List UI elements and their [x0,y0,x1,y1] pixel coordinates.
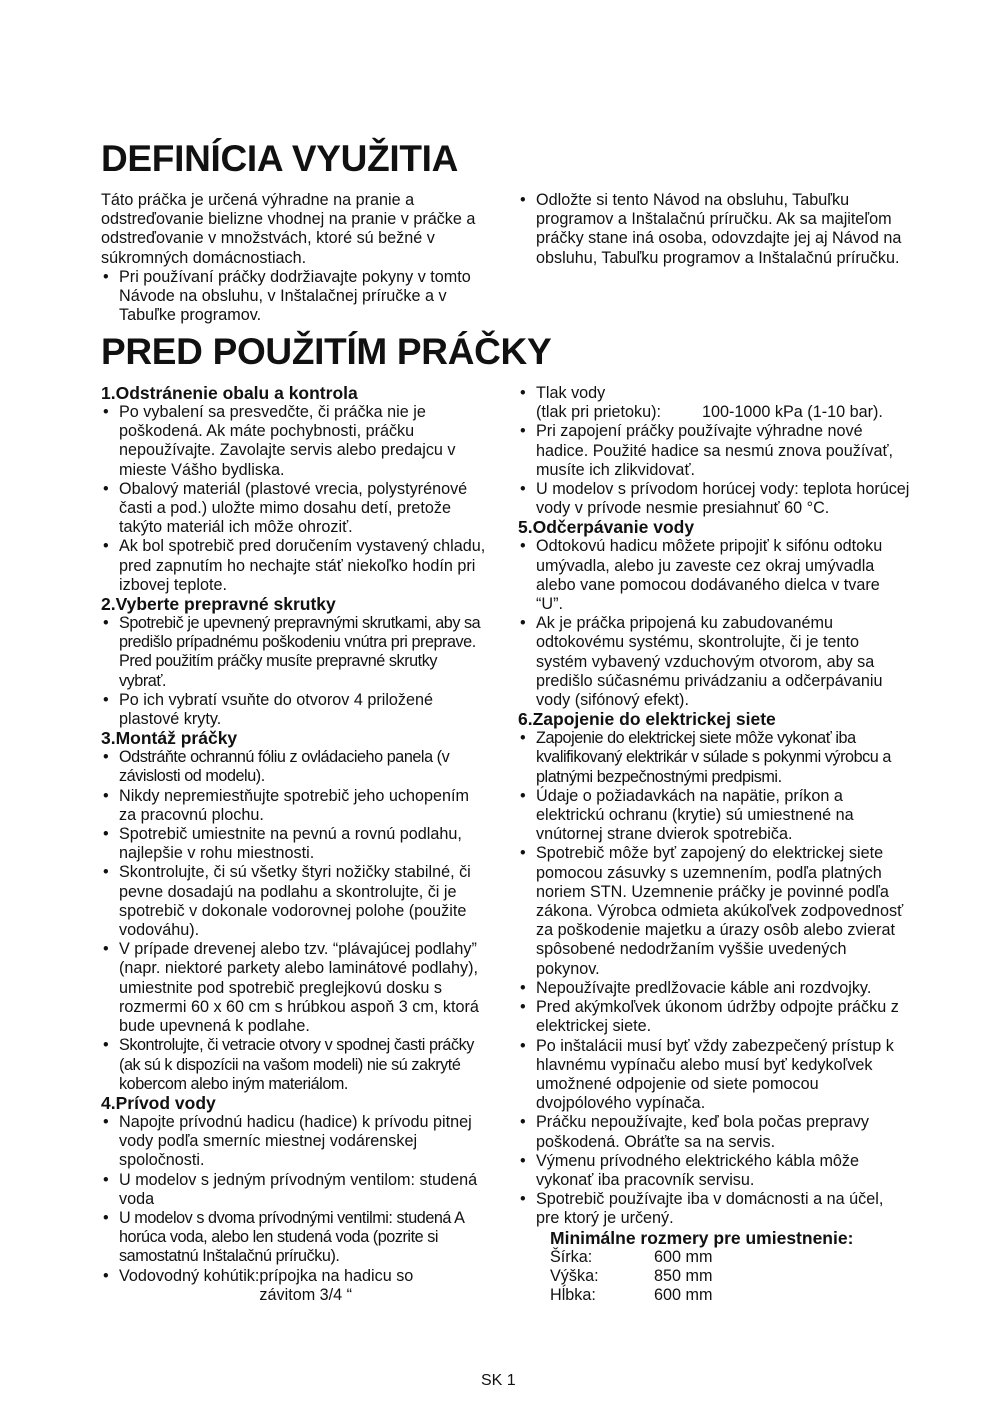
pressure-row [536,403,910,422]
list-item: • Obalový materiál (plastové vrecia, polystyrénové časti a pod.) uložte mimo dosahu detí, pretože takýto materiál ich môže ohroziť. [101,480,487,538]
list-item: • Spotrebič môže byť zapojený do elektrickej siete pomocou zásuvky s uzemnením, podľa platných noriem STN. Uzemnenie práčky je povinné podľa zákona. Výrobca odmieta akúkoľvek zodpovednosť za poškodenie majetku a úrazy osôb alebo zvierat spôsobené nedodržaním vyššie uvedených pokynov. [518,844,910,978]
intro-right-column [518,191,910,268]
dimension-value: 600 mm [654,1285,713,1304]
section-heading-unpacking: 1.Odstránenie obalu a kontrola [101,383,358,403]
list-item: • Po vybalení sa presvedčte, či práčka nie je poškodená. Ak máte pochybnosti, práčku nepoužívajte. Zavolajte servis alebo predajcu v mieste Vášho bydliska. [101,403,487,480]
list-item: • Údaje o požiadavkách na napätie, príkon a elektrickú ochranu (krytie) sú umiestnené na vnútornej strane dvierok spotrebiča. [518,787,910,845]
section-list-water-supply [101,1113,487,1305]
faucet-value: prípojka na hadicu so závitom 3/4 “ [259,1266,414,1304]
list-item [101,1267,487,1305]
list-item: • Skontrolujte, či sú všetky štyri nožičky stabilné, či pevne dosadajú na podlahu a skontrolujte, či je spotrebič v dokonale vodorovnej polohe (použite vodováhu). [101,863,487,940]
dimension-label: Šírka: [550,1247,593,1266]
section-heading-transport-screws: 2.Vyberte prepravné skrutky [101,594,336,615]
list-item: • Po ich vybratí vsuňte do otvorov 4 priložené plastové kryty. [101,691,487,729]
list-item: • Ak je práčka pripojená ku zabudovanému odtokovému systému, skontrolujte, či je tento systém vybavený vzduchovým otvorom, aby sa predišlo súčasnému privádzaniu a odčerpávaniu vody (sifónový efekt). [518,614,910,710]
intro-paragraph: Táto práčka je určená výhradne na pranie a odstreďovanie bielizne vhodnej na pranie v práčke a odstreďovanie v množstvách, ktoré sú bežné v súkromných domácnostiach. [101,191,476,267]
list-item: • Zapojenie do elektrickej siete môže vykonať iba kvalifikovaný elektrikár v súlade s pokynmi výrobcu a platnými bezpečnostnými predpismi. [518,729,910,787]
dimension-row-width [550,1248,910,1267]
dimension-value: 850 mm [654,1266,713,1285]
dimension-label: Výška: [550,1266,599,1285]
dimension-row-height [550,1267,910,1286]
title-definition: DEFINÍCIA VYUŽITIA [101,138,459,179]
list-item: • Ak bol spotrebič pred doručením vystavený chladu, pred zapnutím ho nechajte stáť niekoľko hodín pri izbovej teplote. [101,537,487,595]
list-item: • Spotrebič umiestnite na pevnú a rovnú podlahu, najlepšie v rohu miestnosti. [101,825,487,863]
list-item: • Napojte prívodnú hadicu (hadice) k prívodu pitnej vody podľa smerníc miestnej vodárenskej spoločnosti. [101,1113,487,1171]
left-column [101,384,487,1305]
pressure-value: 100-1000 kPa (1-10 bar). [702,403,883,422]
section-list-electrical [518,729,910,1228]
pressure-label: • Tlak vody [536,384,606,402]
pressure-sub: (tlak pri prietoku): [536,403,662,422]
list-item: • Po inštalácii musí byť vždy zabezpečený prístup k hlavnému vypínaču alebo musí byť kedykoľvek umožnené odpojenie od siete pomocou dvojpólového vypínača. [518,1037,910,1114]
list-item: • Nikdy nepremiestňujte spotrebič jeho uchopením za pracovnú plochu. [101,787,487,825]
page-number: SK 1 [481,1372,516,1389]
dimension-label: Hĺbka: [550,1285,596,1304]
intro-left-column [101,191,501,325]
list-item: • Odstráňte ochrannú fóliu z ovládacieho panela (v závislosti od modelu). [101,748,487,786]
section-list-unpacking [101,403,487,595]
section-list-transport-screws [101,614,487,729]
intro-left-list [101,268,501,326]
minimum-dimensions [518,1229,910,1306]
list-item: • Odložte si tento Návod na obsluhu, Tabuľku programov a Inštalačnú príručku. Ak sa majiteľom práčky stane iná osoba, odovzdajte jej aj Návod na obsluhu, Tabuľku programov a Inštalačnú príručku. [518,191,910,268]
list-item: • Práčku nepoužívajte, keď bola počas prepravy poškodená. Obráťte sa na servis. [518,1113,910,1151]
list-item: • U modelov s prívodom horúcej vody: teplota horúcej vody v prívode nesmie presiahnuť 60 °C. [518,480,910,518]
right-column [518,384,910,1305]
list-item: • Pri zapojení práčky používajte výhradne nové hadice. Použité hadice sa nesmú znova používať, musíte ich zlikvidovať. [518,422,910,480]
list-item: • U modelov s jedným prívodným ventilom: studená voda [101,1171,487,1209]
list-item: • Odtokovú hadicu môžete pripojiť k sifónu odtoku umývadla, alebo ju zaveste cez okraj umývadla alebo vane pomocou dodávaného dielca v tvare “U”. [518,537,910,614]
faucet-label: • Vodovodný kohútik: [119,1266,260,1285]
section-list-water-supply-cont [518,384,910,518]
section-list-drainage [518,537,910,710]
list-item: • Výmenu prívodného elektrického kábla môže vykonať iba pracovník servisu. [518,1152,910,1190]
intro-right-list [518,191,910,268]
title-before-use: PRED POUŽITÍM PRÁČKY [101,331,552,372]
list-item: • Skontrolujte, či vetracie otvory v spodnej časti práčky (ak sú k dispozícii na vašom modeli) nie sú zakryté kobercom alebo iným materiálom. [101,1036,487,1094]
list-item: • Nepoužívajte predlžovacie káble ani rozdvojky. [518,979,910,998]
dimension-value: 600 mm [654,1247,713,1266]
section-list-installation [101,748,487,1094]
list-item: • Pred akýmkoľvek úkonom údržby odpojte práčku z elektrickej siete. [518,998,910,1036]
faucet-row [119,1267,487,1305]
section-heading-installation: 3.Montáž práčky [101,728,238,749]
dimension-row-depth [550,1286,910,1305]
list-item: • Pri používaní práčky dodržiavajte pokyny v tomto Návode na obsluhu, v Inštalačnej príručke a v Tabuľke programov. [101,268,501,326]
list-item: • V prípade drevenej alebo tzv. “plávajúcej podlahy” (napr. niektoré parkety alebo laminátové podlahy), umiestnite pod spotrebič preglejkovú dosku s rozmermi 60 x 60 cm s hrúbkou aspoň 3 cm, ktorá bude upevnená k podlahe. [101,940,487,1036]
list-item: • Spotrebič je upevnený prepravnými skrutkami, aby sa predišlo prípadnému poškodeniu vnútra pri preprave. Pred použitím práčky musíte prepravné skrutky vybrať. [101,614,487,691]
section-heading-drainage: 5.Odčerpávanie vody [518,517,695,538]
section-heading-water-supply: 4.Prívod vody [101,1092,216,1113]
list-item [518,384,910,422]
section-heading-electrical: 6.Zapojenie do elektrickej siete [518,709,776,730]
list-item: • Spotrebič používajte iba v domácnosti a na účel, pre ktorý je určený. [518,1190,910,1228]
dimensions-title: Minimálne rozmery pre umiestnenie: [550,1227,854,1248]
list-item: • U modelov s dvoma prívodnými ventilmi: studená A horúca voda, alebo len studená voda (pozrite si samostatnú Inštalačnú príručku). [101,1209,487,1267]
